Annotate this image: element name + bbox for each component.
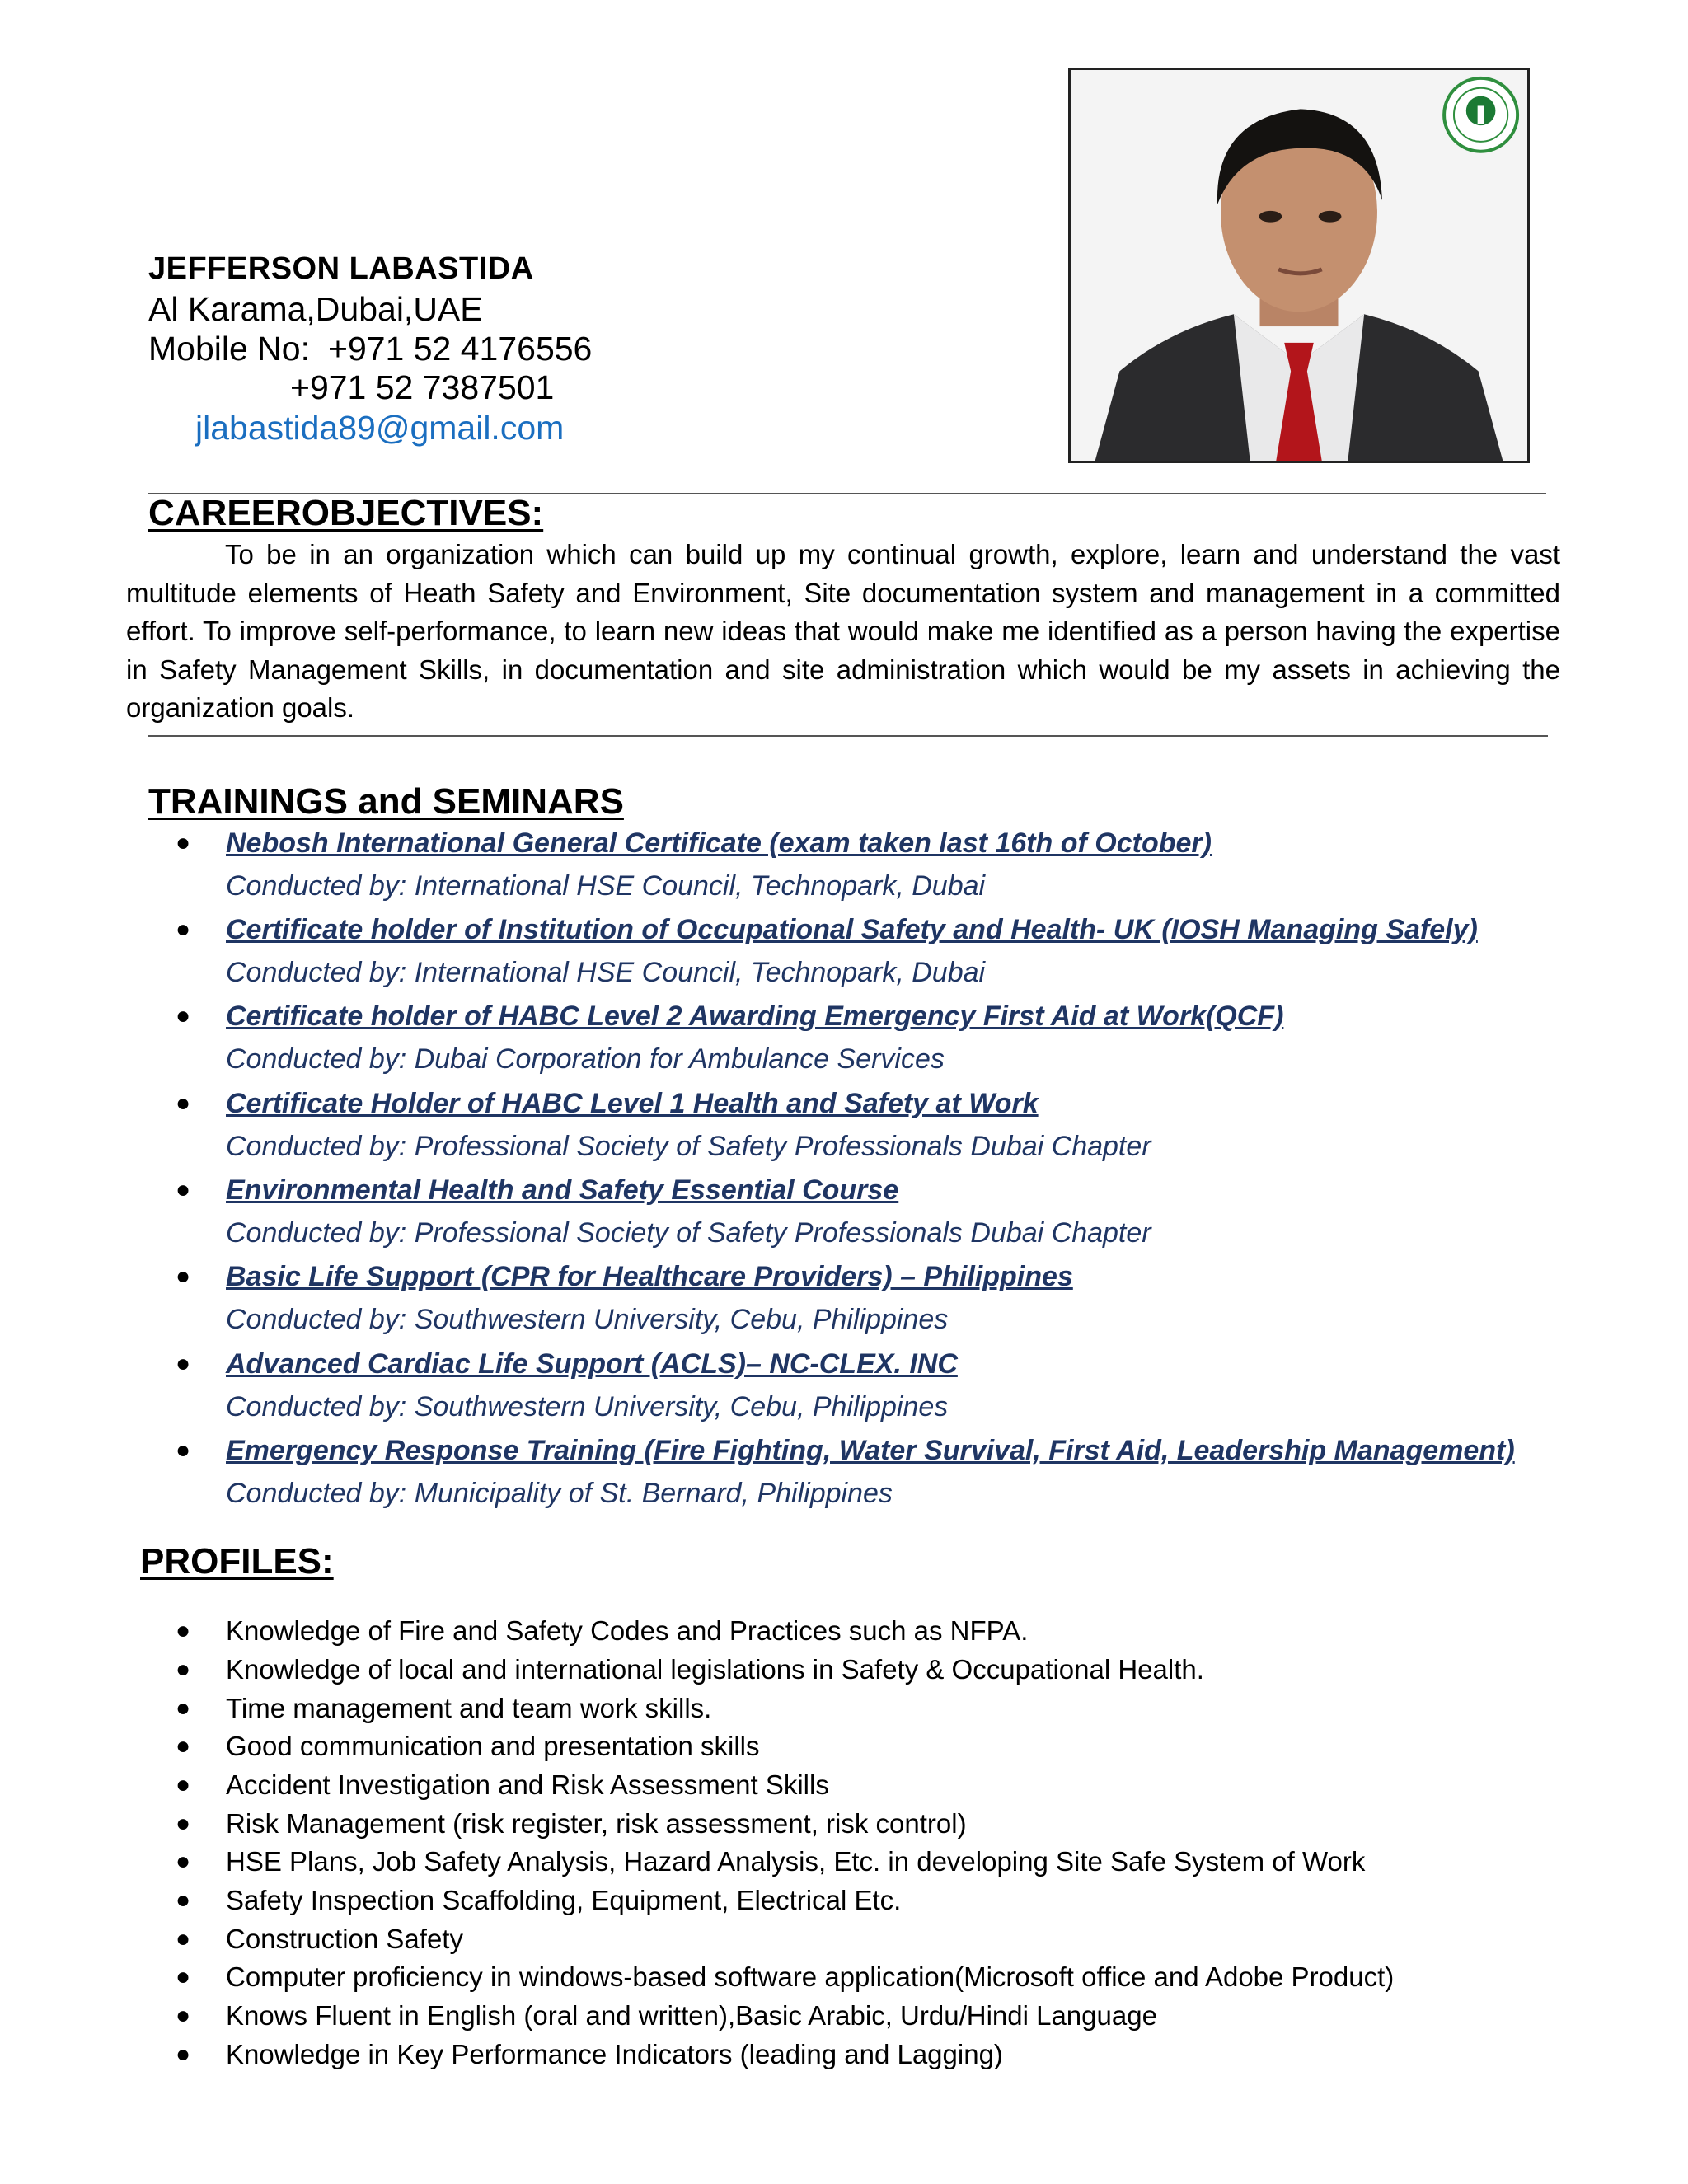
mobile-number-2: +971 52 7387501 (290, 368, 555, 406)
training-provider: Conducted by: Southwestern University, Cebu, Philippines (226, 1304, 949, 1335)
bullet-icon: ● (176, 1771, 191, 1798)
training-provider: Conducted by: Southwestern University, Cebu, Philippines (226, 1391, 949, 1422)
profile-item: Knowledge of local and international legislations in Safety & Occupational Health. (226, 1654, 1204, 1685)
profiles-heading: PROFILES: (140, 1541, 334, 1582)
portrait-icon (1071, 70, 1527, 461)
bullet-icon: ● (176, 1810, 191, 1837)
mobile-label: Mobile No: (148, 330, 310, 368)
training-title: Certificate holder of Institution of Occupational Safety and Health- UK (IOSH Managing Safely) (226, 914, 1478, 945)
profile-item: Knowledge of Fire and Safety Codes and Practices such as NFPA. (226, 1615, 1029, 1646)
training-provider: Conducted by: International HSE Council, Technopark, Dubai (226, 870, 986, 902)
bullet-icon: ● (176, 1090, 191, 1117)
profile-item: Construction Safety (226, 1924, 463, 1954)
bullet-icon: ● (176, 1263, 191, 1290)
career-objective-text: To be in an organization which can build up my continual growth, explore, learn and understand the vast multitude elements of Heath Safety and Environment, Site documentation system and management in a committed effort. To improve self-performance, to learn new ideas that would make me identified as a person having the expertise in Safety Management Skills, in documentation and site administration which would be my assets in achieving the organization goals. (126, 539, 1560, 723)
training-provider: Conducted by: International HSE Council, Technopark, Dubai (226, 957, 986, 988)
training-provider: Conducted by: Municipality of St. Bernard, Philippines (226, 1478, 893, 1509)
bullet-icon: ● (176, 1656, 191, 1683)
bullet-icon: ● (176, 2041, 191, 2068)
training-provider: Conducted by: Professional Society of Safety Professionals Dubai Chapter (226, 1217, 1151, 1249)
profile-item: Knows Fluent in English (oral and written),Basic Arabic, Urdu/Hindi Language (226, 2000, 1157, 2031)
bullet-icon: ● (176, 1002, 191, 1029)
profile-item: Good communication and presentation skills (226, 1731, 760, 1761)
profile-item: Computer proficiency in windows-based software application(Microsoft office and Adobe Product) (226, 1961, 1395, 1992)
profile-photo (1068, 68, 1530, 463)
training-provider: Conducted by: Professional Society of Safety Professionals Dubai Chapter (226, 1131, 1151, 1162)
bullet-icon: ● (176, 1963, 191, 1990)
profile-item: Accident Investigation and Risk Assessment Skills (226, 1769, 829, 1800)
mobile-number-1: +971 52 4176556 (328, 330, 593, 368)
training-title: Certificate holder of HABC Level 2 Awarding Emergency First Aid at Work(QCF) (226, 1001, 1284, 1032)
bullet-icon: ● (176, 1617, 191, 1644)
training-title: Emergency Response Training (Fire Fighting, Water Survival, First Aid, Leadership Management) (226, 1435, 1515, 1466)
bullet-icon: ● (176, 1886, 191, 1914)
training-title: Certificate Holder of HABC Level 1 Health and Safety at Work (226, 1088, 1039, 1119)
career-objectives-heading: CAREEROBJECTIVES: (148, 493, 544, 533)
bullet-icon: ● (176, 1350, 191, 1377)
profile-item: Risk Management (risk register, risk assessment, risk control) (226, 1808, 967, 1839)
bullet-icon: ● (176, 1436, 191, 1464)
email-link[interactable]: jlabastida89@gmail.com (195, 409, 565, 447)
profile-item: Knowledge in Key Performance Indicators (leading and Lagging) (226, 2039, 1003, 2069)
profile-item: Time management and team work skills. (226, 1693, 712, 1723)
profile-item: Safety Inspection Scaffolding, Equipment, Electrical Etc. (226, 1885, 902, 1915)
bullet-icon: ● (176, 1925, 191, 1952)
bullet-icon: ● (176, 916, 191, 943)
divider-objectives (148, 735, 1548, 737)
bullet-icon: ● (176, 829, 191, 856)
bullet-icon: ● (176, 2002, 191, 2029)
bullet-icon: ● (176, 1694, 191, 1722)
trainings-heading: TRAININGS and SEMINARS (148, 781, 624, 822)
candidate-name: JEFFERSON LABASTIDA (148, 251, 534, 286)
training-title: Basic Life Support (CPR for Healthcare Providers) – Philippines (226, 1261, 1073, 1292)
training-title: Advanced Cardiac Life Support (ACLS)– NC-CLEX. INC (226, 1348, 958, 1380)
training-title: Nebosh International General Certificate (exam taken last 16th of October) (226, 827, 1212, 859)
training-title: Environmental Health and Safety Essential Course (226, 1174, 899, 1206)
training-provider: Conducted by: Dubai Corporation for Ambulance Services (226, 1043, 945, 1075)
bullet-icon: ● (176, 1176, 191, 1203)
profile-item: HSE Plans, Job Safety Analysis, Hazard Analysis, Etc. in developing Site Safe System of Work (226, 1846, 1366, 1877)
address: Al Karama,Dubai,UAE (148, 290, 483, 328)
bullet-icon: ● (176, 1848, 191, 1875)
bullet-icon: ● (176, 1732, 191, 1760)
